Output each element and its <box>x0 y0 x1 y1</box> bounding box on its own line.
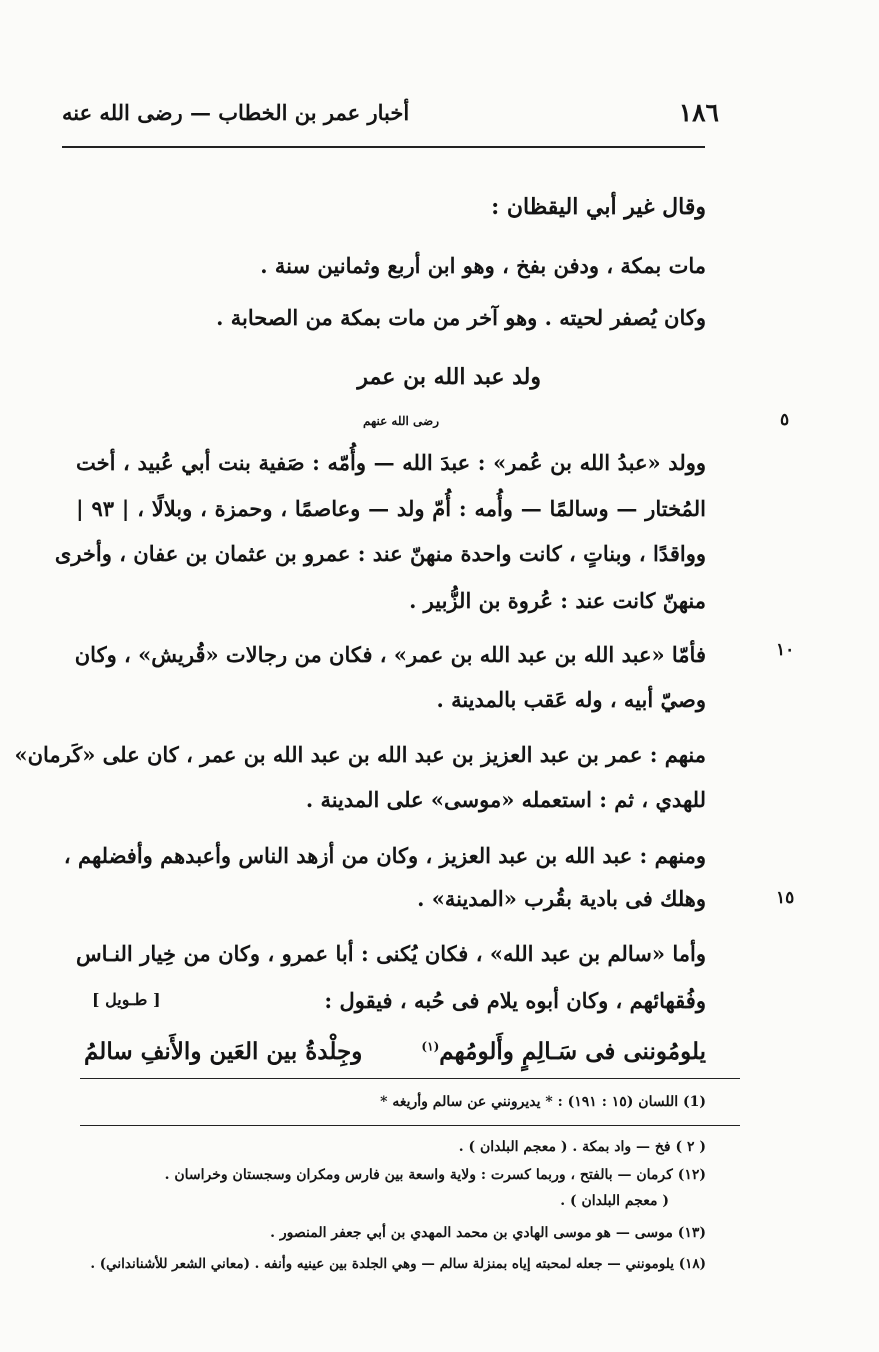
verse-note: (1) اللسان (١٥ : ١٩١) : * يديرونني عن سالم وأريغه * <box>380 1094 706 1110</box>
page-number: ١٨٦ <box>678 97 719 127</box>
footnote: ( ٢ ) فخ — واد بمكة . ( معجم البلدان ) . <box>458 1139 706 1155</box>
intro-line: وقال غير أبي اليقظان : <box>491 194 706 220</box>
margin-line-number: ٥ <box>780 410 790 430</box>
paragraph-line: ومنهم : عبد الله بن عبد العزيز ، وكان من أزهد الناس وأعبدهم وأفضلهم ، <box>63 843 706 868</box>
note-marker: (١) <box>421 1039 440 1054</box>
paragraph-line: وصيّ أبيه ، وله عَقب بالمدينة . <box>436 687 706 712</box>
paragraph-line: وأما «سالم بن عبد الله» ، فكان يُكنى : أبا عمرو ، وكان من خِيار النـاس <box>76 941 706 966</box>
section-heading: ولد عبد الله بن عمر <box>357 364 541 390</box>
paragraph-line: وهلك فى بادية بقُرب «المدينة» . <box>417 886 706 911</box>
paragraph-line: منهم : عمر بن عبد العزيز بن عبد الله بن عبد الله بن عمر ، كان على «كَرمان» <box>14 742 706 767</box>
footnote: (١٣) موسى — هو موسى الهادي بن محمد المهدي بن أبي جعفر المنصور . <box>270 1225 706 1241</box>
intro-line: مات بمكة ، ودفن بفخ ، وهو ابن أربع وثمانين سنة . <box>260 253 706 278</box>
intro-line: وكان يُصفر لحيته . وهو آخر من مات بمكة من الصحابة . <box>216 305 706 330</box>
paragraph-line: وواقدًا ، وبناتٍ ، كانت واحدة منهنّ عند : عمرو بن عثمان بن عفان ، وأخرى <box>54 541 706 566</box>
verse-text: يلومُوننى فى سَـالِمٍ وأَلومُهم <box>439 1038 706 1065</box>
verse-rule <box>80 1078 740 1079</box>
verse-second-hemistich: وجِلْدةُ بين العَين والأَنفِ سالمُ <box>84 1038 363 1065</box>
poetic-meter: [ طـويل ] <box>92 990 161 1009</box>
footnote: (١٢) كرمان — بالفتح ، وربما كسرت : ولاية واسعة بين فارس ومكران وسجستان وخراسان . <box>164 1167 706 1183</box>
paragraph-line: المُختار — وسالمًا — وأُمه : أُمّ ولد — وعاصمًا ، وحمزة ، وبلالًا ، | ٩٣ | <box>76 496 706 521</box>
margin-line-number: ١٠ <box>776 640 795 660</box>
running-title: أخبار عمر بن الخطاب — رضى الله عنه <box>62 99 410 125</box>
paragraph-line: منهنّ كانت عند : عُروة بن الزُّبير . <box>409 588 706 613</box>
page-header <box>62 92 719 132</box>
footnote-continuation: ( معجم البلدان ) . <box>560 1193 669 1209</box>
footnote: (١٨) يلومونني — جعله لمحبته إياه بمنزلة سالم — وهي الجلدة بين عينيه وأنفه . (معاني الشعر للأشنانداني) . <box>90 1256 706 1272</box>
paragraph-line: فأمّا «عبد الله بن عبد الله بن عمر» ، فكان من رجالات «قُريش» ، وكان <box>74 642 706 667</box>
verse-first-hemistich <box>421 1038 706 1065</box>
paragraph-line: للهدي ، ثم : استعمله «موسى» على المدينة . <box>305 787 706 812</box>
footnote-rule <box>80 1125 740 1126</box>
margin-line-number: ١٥ <box>776 888 795 908</box>
header-rule <box>62 146 705 148</box>
paragraph-line: وولد «عبدُ الله بن عُمر» : عبدَ الله — وأُمّه : صَفية بنت أبي عُبيد ، أخت <box>76 450 706 475</box>
section-honorific: رضى الله عنهم <box>362 414 439 428</box>
paragraph-line: وفُقهائهم ، وكان أبوه يلام فى حُبه ، فيقول : <box>324 988 706 1013</box>
